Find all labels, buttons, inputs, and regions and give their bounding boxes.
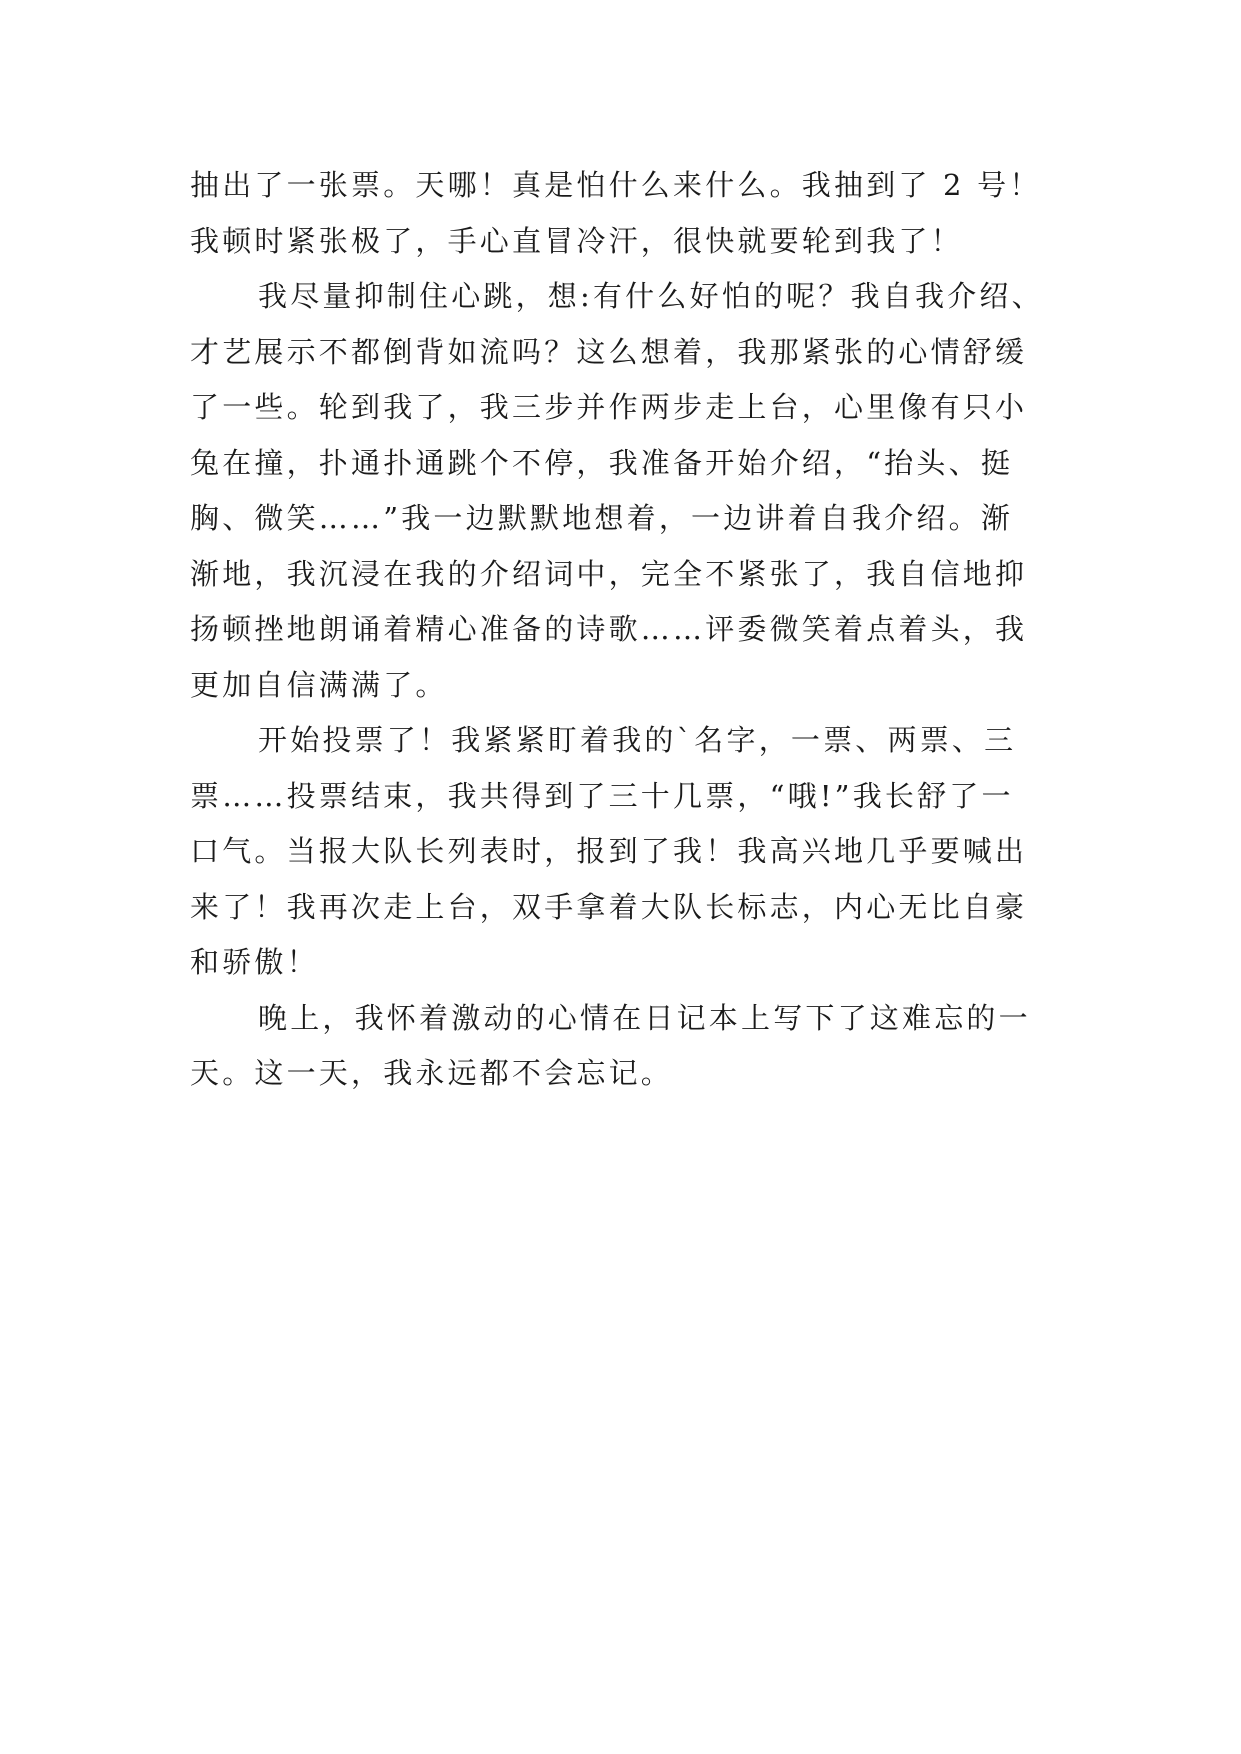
text-line-16: 晚上，我怀着激动的心情在日记本上写下了这难忘的一 <box>258 1000 1031 1035</box>
text-line-14: 来了！我再次走上台，双手拿着大队长标志，内心无比自豪 <box>190 889 1028 924</box>
text-line-10: 更加自信满满了。 <box>190 667 448 702</box>
text-line-11: 开始投票了！我紧紧盯着我的`名字，一票、两票、三 <box>258 723 1017 757</box>
text-line-15: 和骄傲！ <box>190 945 319 979</box>
text-line-8: 渐地，我沉浸在我的介绍词中，完全不紧张了，我自信地抑 <box>190 556 1028 591</box>
text-line-3: 我尽量抑制住心跳，想:有什么好怕的呢？我自我介绍、 <box>258 279 1044 313</box>
text-line-6: 兔在撞，扑通扑通跳个不停，我准备开始介绍，“抬头、挺 <box>190 445 1014 480</box>
text-line-12: 票……投票结束，我共得到了三十几票，“哦!”我长舒了一 <box>190 778 1014 813</box>
text-line-2: 我顿时紧张极了，手心直冒冷汗，很快就要轮到我了！ <box>190 223 963 258</box>
text-line-5: 了一些。轮到我了，我三步并作两步走上台，心里像有只小 <box>190 390 1028 424</box>
text-line-1: 抽出了一张票。天哪！真是怕什么来什么。我抽到了 2 号！ <box>190 168 1042 202</box>
body-text <box>190 158 1052 1102</box>
text-line-7: 胸、微笑……”我一边默默地想着，一边讲着自我介绍。渐 <box>190 501 1014 535</box>
text-line-13: 口气。当报大队长列表时，报到了我！我高兴地几乎要喊出 <box>190 834 1028 868</box>
text-line-4: 才艺展示不都倒背如流吗？这么想着，我那紧张的心情舒缓 <box>190 334 1028 369</box>
text-line-9: 扬顿挫地朗诵着精心准备的诗歌……评委微笑着点着头，我 <box>190 612 1028 646</box>
text-line-17: 天。这一天，我永远都不会忘记。 <box>190 1056 674 1090</box>
